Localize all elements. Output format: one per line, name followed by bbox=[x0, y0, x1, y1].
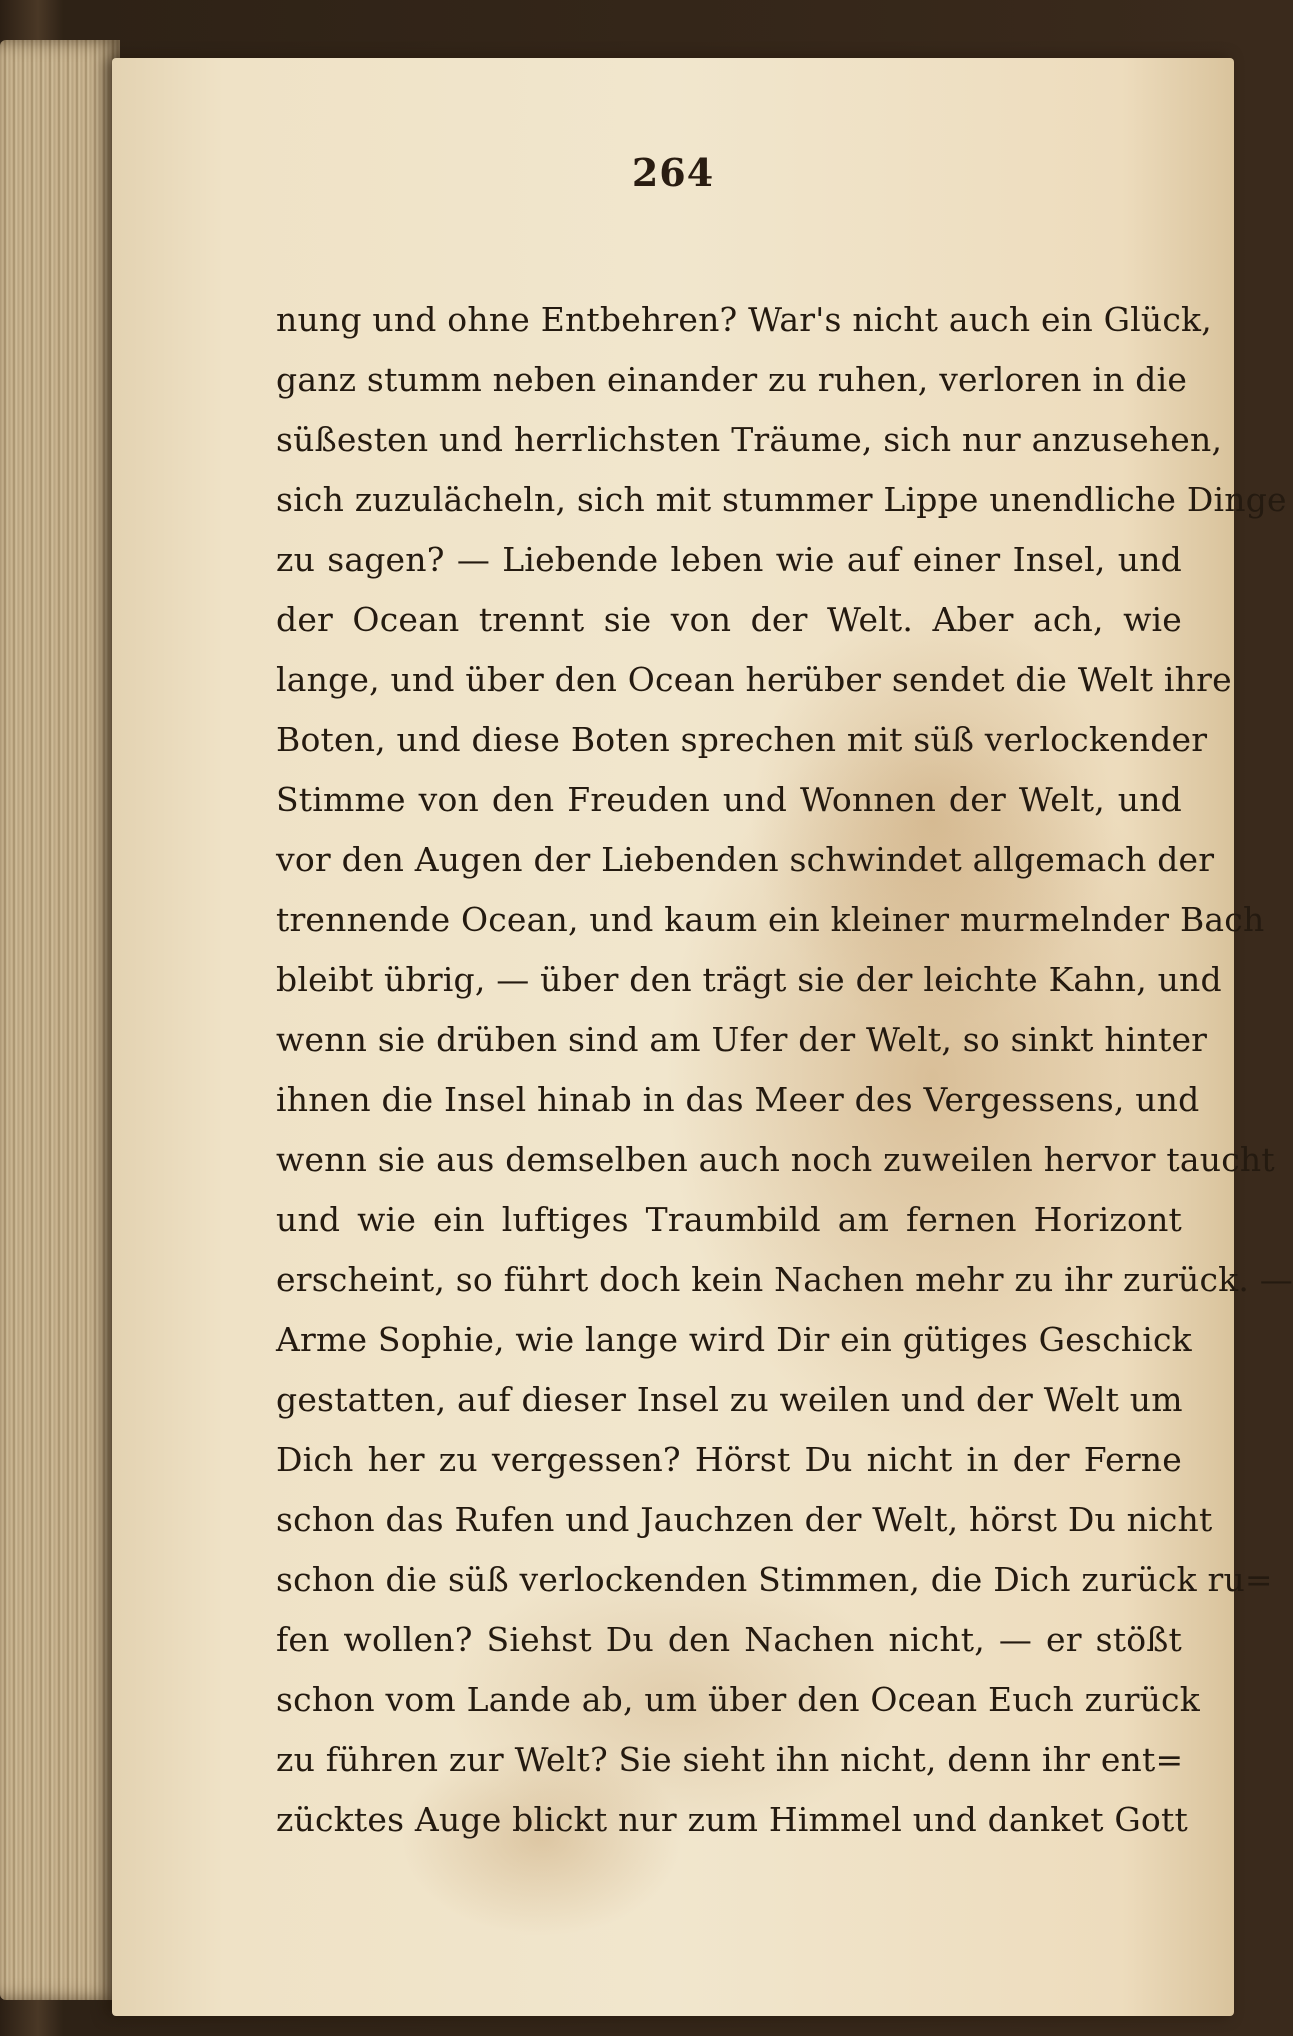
text-line: lange, und über den Ocean herüber sendet die Welt ihre bbox=[276, 660, 1232, 699]
text-line: wenn sie drüben sind am Ufer der Welt, so sinkt hinter bbox=[276, 1020, 1208, 1059]
text-line: Stimme von den Freuden und Wonnen der Welt, und bbox=[276, 780, 1182, 819]
text-line: schon vom Lande ab, um über den Ocean Euch zurück bbox=[276, 1680, 1200, 1719]
text-line: gestatten, auf dieser Insel zu weilen und der Welt um bbox=[276, 1380, 1183, 1419]
text-line: Boten, und diese Boten sprechen mit süß verlockender bbox=[276, 720, 1208, 759]
text-line: schon die süß verlockenden Stimmen, die Dich zurück ru= bbox=[276, 1560, 1273, 1599]
text-line: fen wollen? Siehst Du den Nachen nicht, — er stößt bbox=[276, 1620, 1182, 1659]
page-number: 264 bbox=[631, 150, 715, 195]
text-line: bleibt übrig, — über den trägt sie der leichte Kahn, und bbox=[276, 960, 1222, 999]
text-line: nung und ohne Entbehren? War's nicht auch ein Glück, bbox=[276, 300, 1212, 339]
text-line: süßesten und herrlichsten Träume, sich nur anzusehen, bbox=[276, 420, 1223, 459]
text-line: ihnen die Insel hinab in das Meer des Vergessens, und bbox=[276, 1080, 1200, 1119]
text-line: der Ocean trennt sie von der Welt. Aber ach, wie bbox=[276, 600, 1182, 639]
text-line: und wie ein luftiges Traumbild am fernen Horizont bbox=[276, 1200, 1182, 1239]
book-page bbox=[112, 58, 1293, 2016]
text-line: zu führen zur Welt? Sie sieht ihn nicht, denn ihr ent= bbox=[276, 1740, 1184, 1779]
text-line: Arme Sophie, wie lange wird Dir ein gütiges Geschick bbox=[276, 1320, 1192, 1359]
text-line: zu sagen? — Liebende leben wie auf einer Insel, und bbox=[276, 540, 1182, 579]
text-line: vor den Augen der Liebenden schwindet allgemach der bbox=[276, 840, 1215, 879]
text-line: Dich her zu vergessen? Hörst Du nicht in der Ferne bbox=[276, 1440, 1182, 1479]
text-line: wenn sie aus demselben auch noch zuweilen hervor taucht bbox=[276, 1140, 1275, 1179]
text-line: sich zuzulächeln, sich mit stummer Lippe unendliche Dinge bbox=[276, 480, 1287, 519]
body-text bbox=[276, 290, 1293, 1850]
text-line: trennende Ocean, und kaum ein kleiner murmelnder Bach bbox=[276, 900, 1265, 939]
text-line: schon das Rufen und Jauchzen der Welt, hörst Du nicht bbox=[276, 1500, 1213, 1539]
text-line: ganz stumm neben einander zu ruhen, verloren in die bbox=[276, 360, 1188, 399]
text-line: erscheint, so führt doch kein Nachen mehr zu ihr zurück. — bbox=[276, 1260, 1293, 1299]
text-line: zücktes Auge blickt nur zum Himmel und danket Gott bbox=[276, 1800, 1188, 1839]
book-page-edges bbox=[0, 40, 120, 2000]
